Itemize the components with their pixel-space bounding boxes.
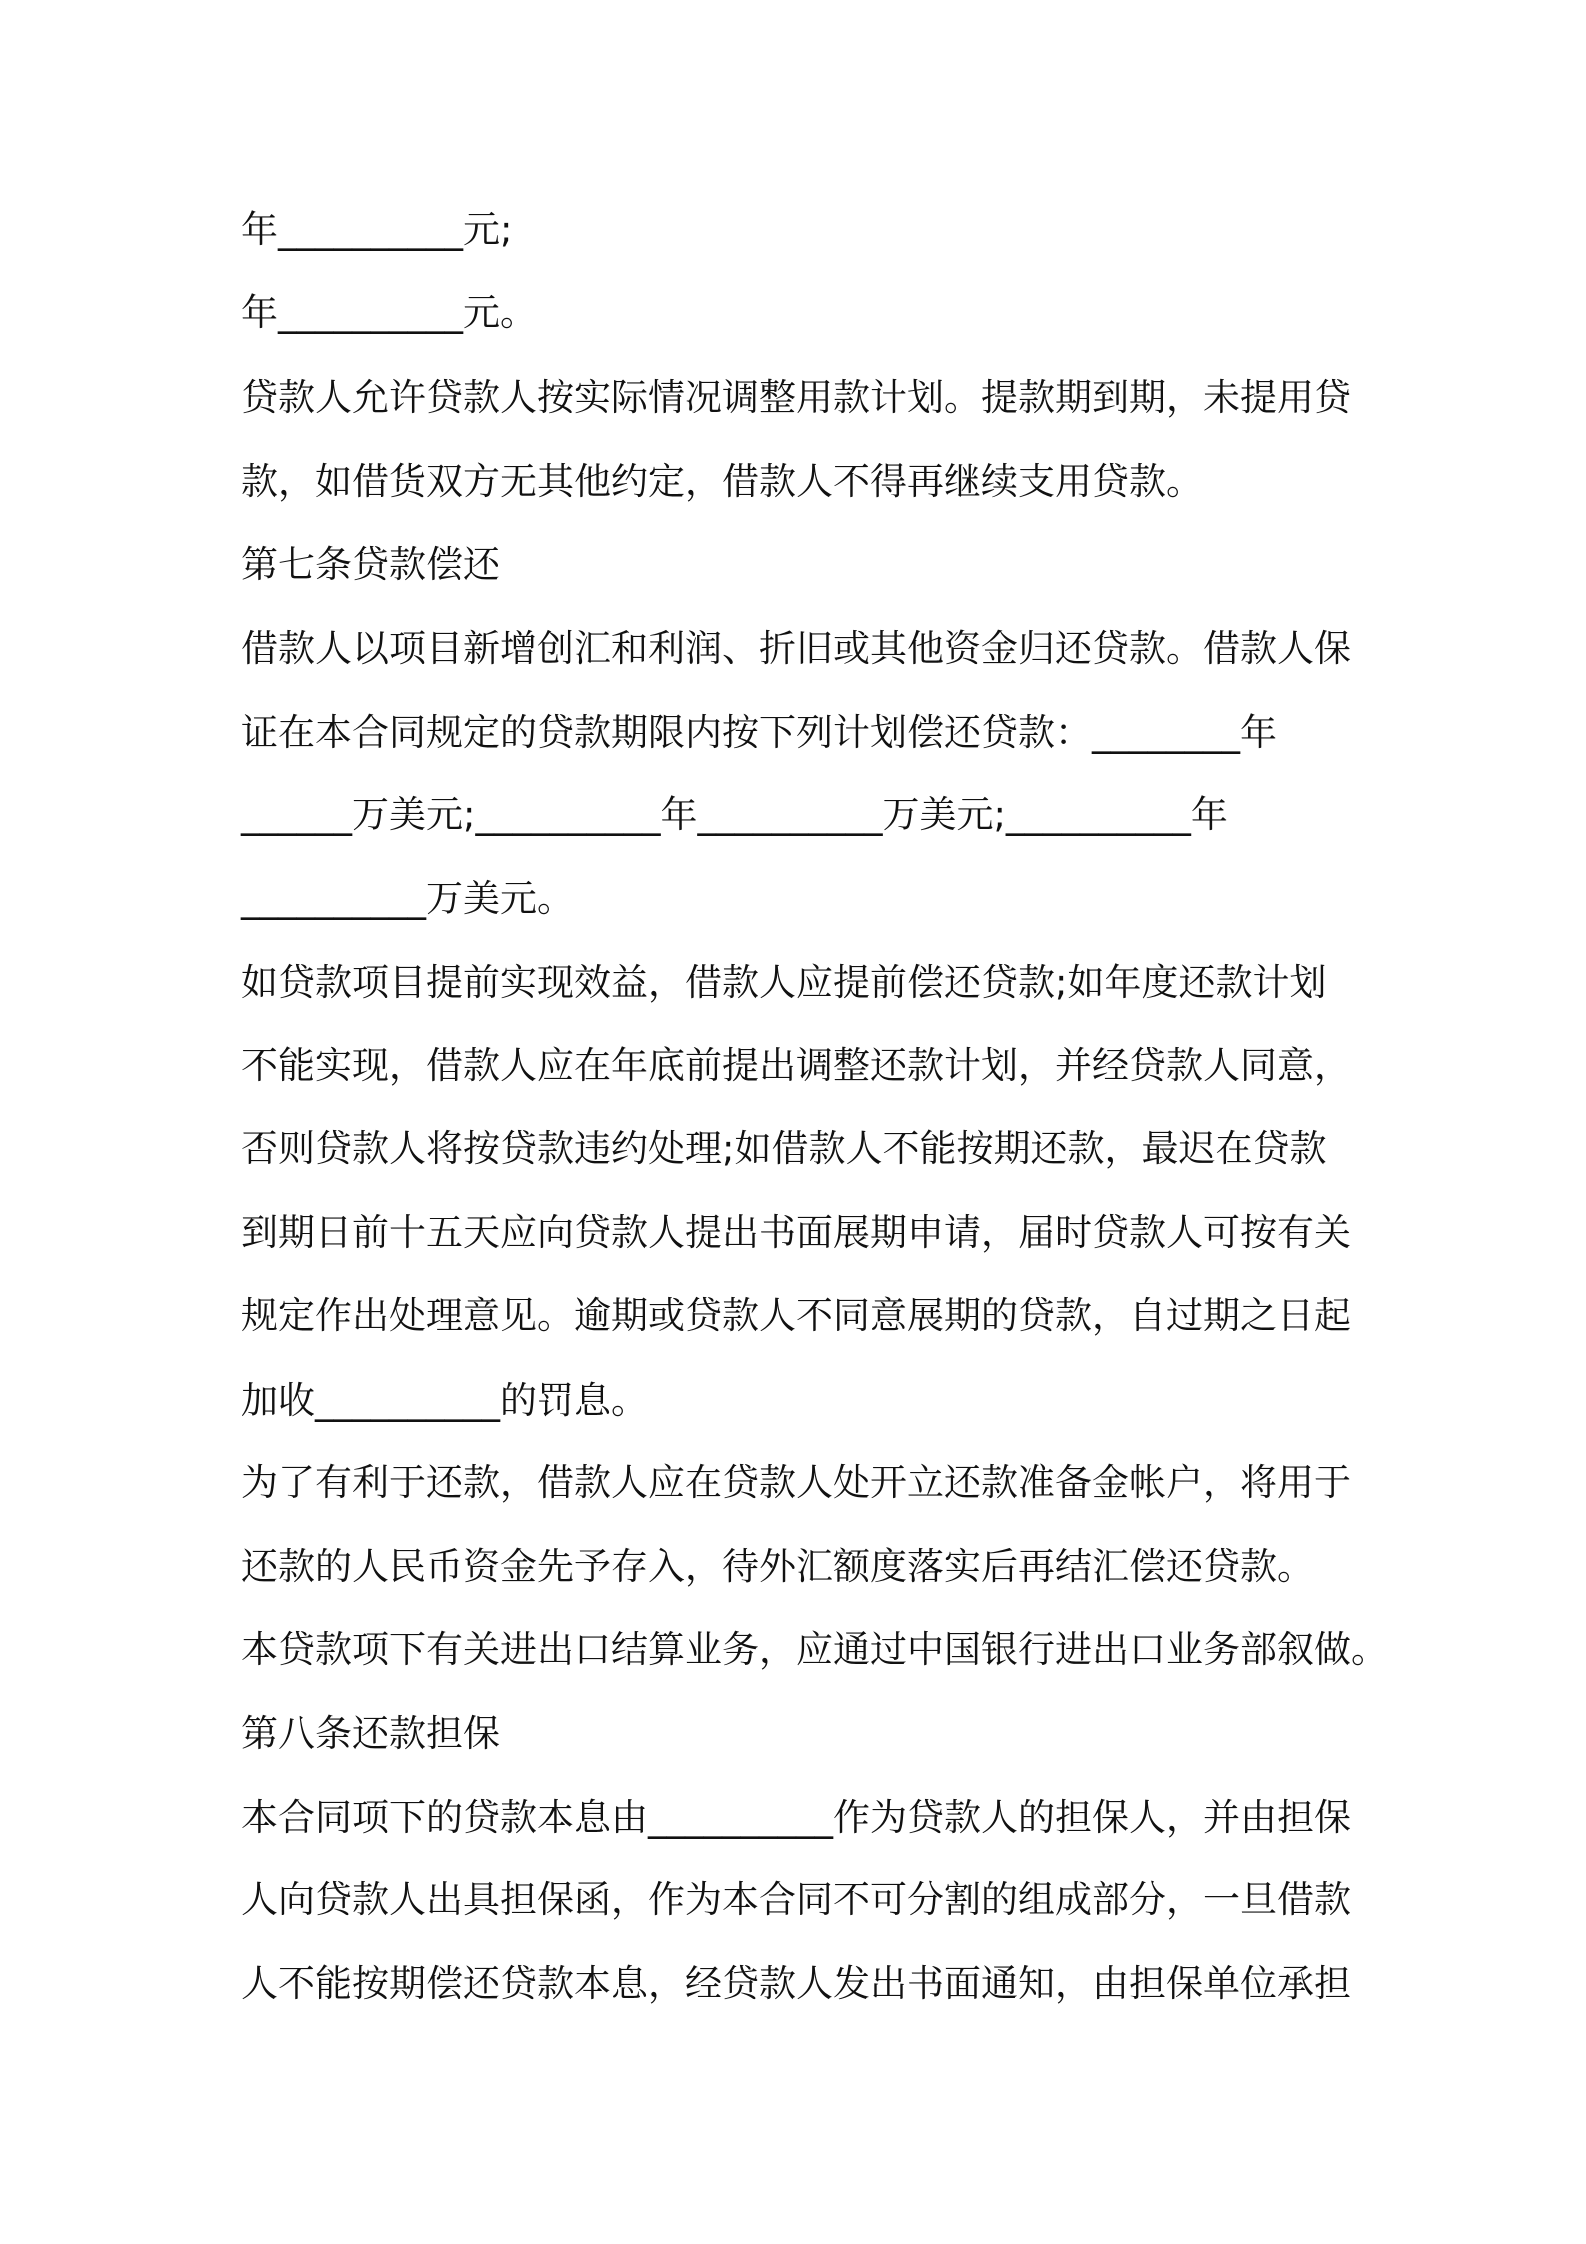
text-line: 款，如借货双方无其他约定，借款人不得再继续支用贷款。 [241,460,1203,503]
text-line: 规定作出处理意见。逾期或贷款人不同意展期的贷款，自过期之日起 [241,1294,1351,1337]
text-line: 否则贷款人将按贷款违约处理;如借款人不能按期还款，最迟在贷款 [241,1127,1327,1170]
text-line: 年__________元; [241,208,513,251]
text-line: 本合同项下的贷款本息由__________作为贷款人的担保人，并由担保 [241,1796,1351,1839]
text-line: 不能实现，借款人应在年底前提出调整还款计划，并经贷款人同意， [241,1044,1351,1087]
text-line: 加收__________的罚息。 [241,1379,648,1422]
text-line: 借款人以项目新增创汇和利润、折旧或其他资金归还贷款。借款人保 [241,627,1351,670]
text-line: 本贷款项下有关进出口结算业务，应通过中国银行进出口业务部叙做。 [241,1628,1388,1671]
text-line: ______万美元;__________年__________万美元;__________年 [241,793,1228,836]
section-heading-article-8: 第八条还款担保 [241,1712,500,1755]
text-line: 到期日前十五天应向贷款人提出书面展期申请，届时贷款人可按有关 [241,1211,1351,1254]
text-line: 年__________元。 [241,291,537,334]
text-line: 证在本合同规定的贷款期限内按下列计划偿还贷款：________年 [241,711,1277,754]
text-line: 人向贷款人出具担保函，作为本合同不可分割的组成部分，一旦借款 [241,1878,1351,1921]
text-line: 如贷款项目提前实现效益，借款人应提前偿还贷款;如年度还款计划 [241,961,1327,1004]
text-line: 贷款人允许贷款人按实际情况调整用款计划。提款期到期，未提用贷 [241,376,1351,419]
text-line: __________万美元。 [241,877,574,920]
text-line: 还款的人民币资金先予存入，待外汇额度落实后再结汇偿还贷款。 [241,1545,1314,1588]
section-heading-article-7: 第七条贷款偿还 [241,543,500,586]
text-line: 人不能按期偿还贷款本息，经贷款人发出书面通知，由担保单位承担 [241,1962,1351,2005]
text-line: 为了有利于还款，借款人应在贷款人处开立还款准备金帐户，将用于 [241,1461,1351,1504]
